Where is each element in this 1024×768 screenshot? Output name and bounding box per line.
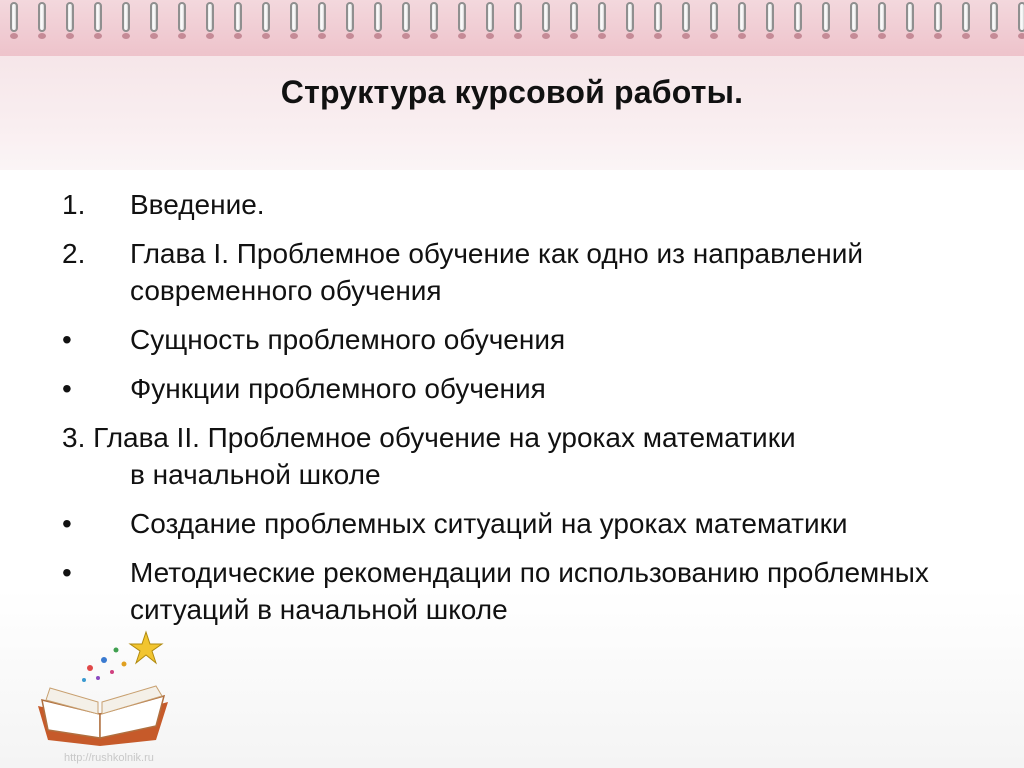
spiral-hole <box>598 33 606 39</box>
spiral-hole <box>486 33 494 39</box>
list-item <box>62 186 1002 223</box>
bullet-marker: • <box>62 557 72 588</box>
spiral-ring <box>66 2 74 32</box>
spiral-hole <box>290 33 298 39</box>
outline-list <box>62 186 1002 640</box>
spiral-hole <box>514 33 522 39</box>
spiral-ring <box>38 2 46 32</box>
spiral-ring <box>682 2 690 32</box>
list-item-continuation: в начальной школе <box>130 459 381 490</box>
spiral-hole <box>822 33 830 39</box>
spiral-ring <box>458 2 466 32</box>
list-item <box>62 235 1002 309</box>
spiral-hole <box>66 33 74 39</box>
spiral-hole <box>178 33 186 39</box>
list-item-text: Глава I. Проблемное обучение как одно из направлений современного обучения <box>130 238 864 306</box>
list-marker: 2. <box>62 238 86 269</box>
spiral-hole <box>346 33 354 39</box>
watermark-url: http://rushkolnik.ru <box>64 752 154 764</box>
list-item <box>62 419 1002 493</box>
spiral-hole <box>122 33 130 39</box>
spiral-ring <box>598 2 606 32</box>
spiral-hole <box>318 33 326 39</box>
spiral-hole <box>402 33 410 39</box>
list-item <box>62 505 1002 542</box>
spiral-ring <box>878 2 886 32</box>
spiral-ring <box>374 2 382 32</box>
list-item-text: Методические рекомендации по использованию проблемных ситуаций в начальной школе <box>130 557 929 625</box>
spiral-binding <box>0 0 1024 58</box>
spiral-ring <box>430 2 438 32</box>
spiral-hole <box>766 33 774 39</box>
spiral-ring <box>654 2 662 32</box>
spiral-ring <box>10 2 18 32</box>
spiral-ring <box>1018 2 1024 32</box>
spiral-ring <box>962 2 970 32</box>
spiral-hole <box>570 33 578 39</box>
bullet-marker: • <box>62 373 72 404</box>
spiral-ring <box>626 2 634 32</box>
list-item <box>62 554 1002 628</box>
spiral-ring <box>570 2 578 32</box>
slide-title: Структура курсовой работы. <box>280 74 744 110</box>
spiral-hole <box>906 33 914 39</box>
spiral-hole <box>878 33 886 39</box>
spiral-hole <box>94 33 102 39</box>
spiral-ring <box>990 2 998 32</box>
spiral-ring <box>542 2 550 32</box>
spiral-ring <box>934 2 942 32</box>
list-item-text: 3. Глава II. Проблемное обучение на уроках математики <box>62 422 796 453</box>
spiral-hole <box>990 33 998 39</box>
spiral-ring <box>402 2 410 32</box>
spiral-ring <box>346 2 354 32</box>
spiral-hole <box>710 33 718 39</box>
list-item-text: Введение. <box>130 189 265 220</box>
spiral-hole <box>374 33 382 39</box>
spiral-hole <box>962 33 970 39</box>
spiral-ring <box>94 2 102 32</box>
spiral-hole <box>38 33 46 39</box>
spiral-hole <box>850 33 858 39</box>
spiral-ring <box>290 2 298 32</box>
list-item-text: Создание проблемных ситуаций на уроках математики <box>130 508 848 539</box>
list-item-text: Функции проблемного обучения <box>130 373 546 404</box>
spiral-hole <box>1018 33 1024 39</box>
spiral-hole <box>458 33 466 39</box>
spiral-ring <box>738 2 746 32</box>
spiral-ring <box>262 2 270 32</box>
spiral-hole <box>430 33 438 39</box>
list-item-text: Сущность проблемного обучения <box>130 324 566 355</box>
spiral-ring <box>318 2 326 32</box>
spiral-hole <box>10 33 18 39</box>
open-book-with-stars-icon <box>28 628 178 750</box>
spiral-ring <box>850 2 858 32</box>
spiral-hole <box>794 33 802 39</box>
spiral-hole <box>234 33 242 39</box>
spiral-ring <box>766 2 774 32</box>
spiral-hole <box>654 33 662 39</box>
spiral-ring <box>178 2 186 32</box>
spiral-hole <box>206 33 214 39</box>
list-marker: 1. <box>62 189 86 220</box>
spiral-hole <box>626 33 634 39</box>
spiral-ring <box>822 2 830 32</box>
spiral-ring <box>234 2 242 32</box>
spiral-ring <box>150 2 158 32</box>
list-item <box>62 321 1002 358</box>
spiral-ring <box>486 2 494 32</box>
spiral-hole <box>150 33 158 39</box>
spiral-ring <box>514 2 522 32</box>
bullet-marker: • <box>62 324 72 355</box>
spiral-hole <box>262 33 270 39</box>
spiral-hole <box>934 33 942 39</box>
bullet-marker: • <box>62 508 72 539</box>
spiral-ring <box>206 2 214 32</box>
spiral-ring <box>794 2 802 32</box>
list-item <box>62 370 1002 407</box>
spiral-hole <box>738 33 746 39</box>
spiral-hole <box>542 33 550 39</box>
spiral-ring <box>710 2 718 32</box>
spiral-hole <box>682 33 690 39</box>
spiral-ring <box>122 2 130 32</box>
spiral-ring <box>906 2 914 32</box>
